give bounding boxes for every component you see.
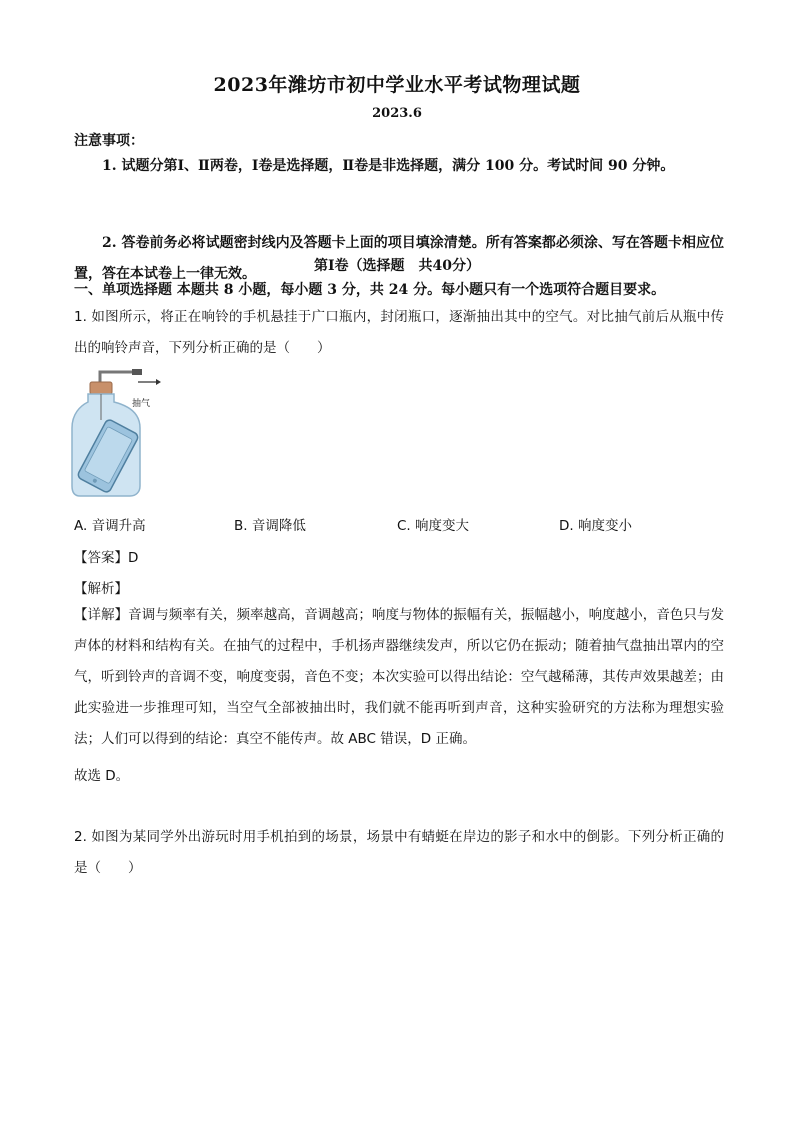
tube-valve <box>132 369 142 375</box>
analysis-conclusion: 故选 D。 <box>74 768 130 784</box>
arrow-head-icon <box>156 379 161 385</box>
notice-item-1: 1. 试题分第Ⅰ、Ⅱ两卷，Ⅰ卷是选择题，Ⅱ卷是非选择题，满分 100 分。考试时间 90 分钟。 <box>102 158 675 174</box>
notice-heading: 注意事项： <box>74 133 144 149</box>
analysis-heading: 【解析】 <box>74 581 128 597</box>
jar-stopper <box>90 382 112 394</box>
answer-line: 【答案】D <box>74 550 139 566</box>
question-1-stem: 1. 如图所示，将正在响铃的手机悬挂于广口瓶内，封闭瓶口，逐渐抽出其中的空气。对比抽气前后从瓶中传出的响铃声音，下列分析正确的是（ ） <box>74 309 724 356</box>
question-2-stem: 2. 如图为某同学外出游玩时用手机拍到的场景，场景中有蜻蜓在岸边的影子和水中的倒影。下列分析正确的是（ ） <box>74 829 724 876</box>
part-title: 一、单项选择题 本题共 8 小题，每小题 3 分，共 24 分。每小题只有一个选项符合题目要求。 <box>74 282 666 298</box>
option-a: A. 音调升高 <box>74 518 146 534</box>
volume-title: 第Ⅰ卷（选择题 共40分） <box>313 258 481 274</box>
exam-date: 2023.6 <box>372 106 422 121</box>
analysis-detail: 【详解】音调与频率有关，频率越高，音调越高；响度与物体的振幅有关，振幅越小，响度越小，音色只与发声体的材料和结构有关。在抽气的过程中，手机扬声器继续发声，所以它仍在振动；随着抽气盘抽出罩内的空气，听到铃声的音调不变，响度变弱，音色不变；本次实验可以得出结论：空气越稀薄，其传声效果越差；由此实验进一步推理可知，当空气全部被抽出时，我们就不能再听到声音，这种实验研究的方法称为理想实验法；人们可以得到的结论：真空不能传声。故 ABC 错误，D 正确。 <box>74 607 724 747</box>
notice-item-2: 2. 答卷前务必将试题密封线内及答题卡上面的项目填涂清楚。所有答案都必须涂、写在答题卡相应位置，答在本试卷上一律无效。 <box>74 235 724 282</box>
option-c: C. 响度变大 <box>397 518 470 534</box>
page-title: 2023年潍坊市初中学业水平考试物理试题 <box>213 74 581 96</box>
air-tube <box>100 372 134 382</box>
figure-label: 抽气 <box>132 399 151 409</box>
bell-jar-illustration <box>70 368 170 500</box>
option-b: B. 音调降低 <box>234 518 306 534</box>
bell-jar-figure <box>70 368 170 500</box>
option-d: D. 响度变小 <box>559 518 632 534</box>
